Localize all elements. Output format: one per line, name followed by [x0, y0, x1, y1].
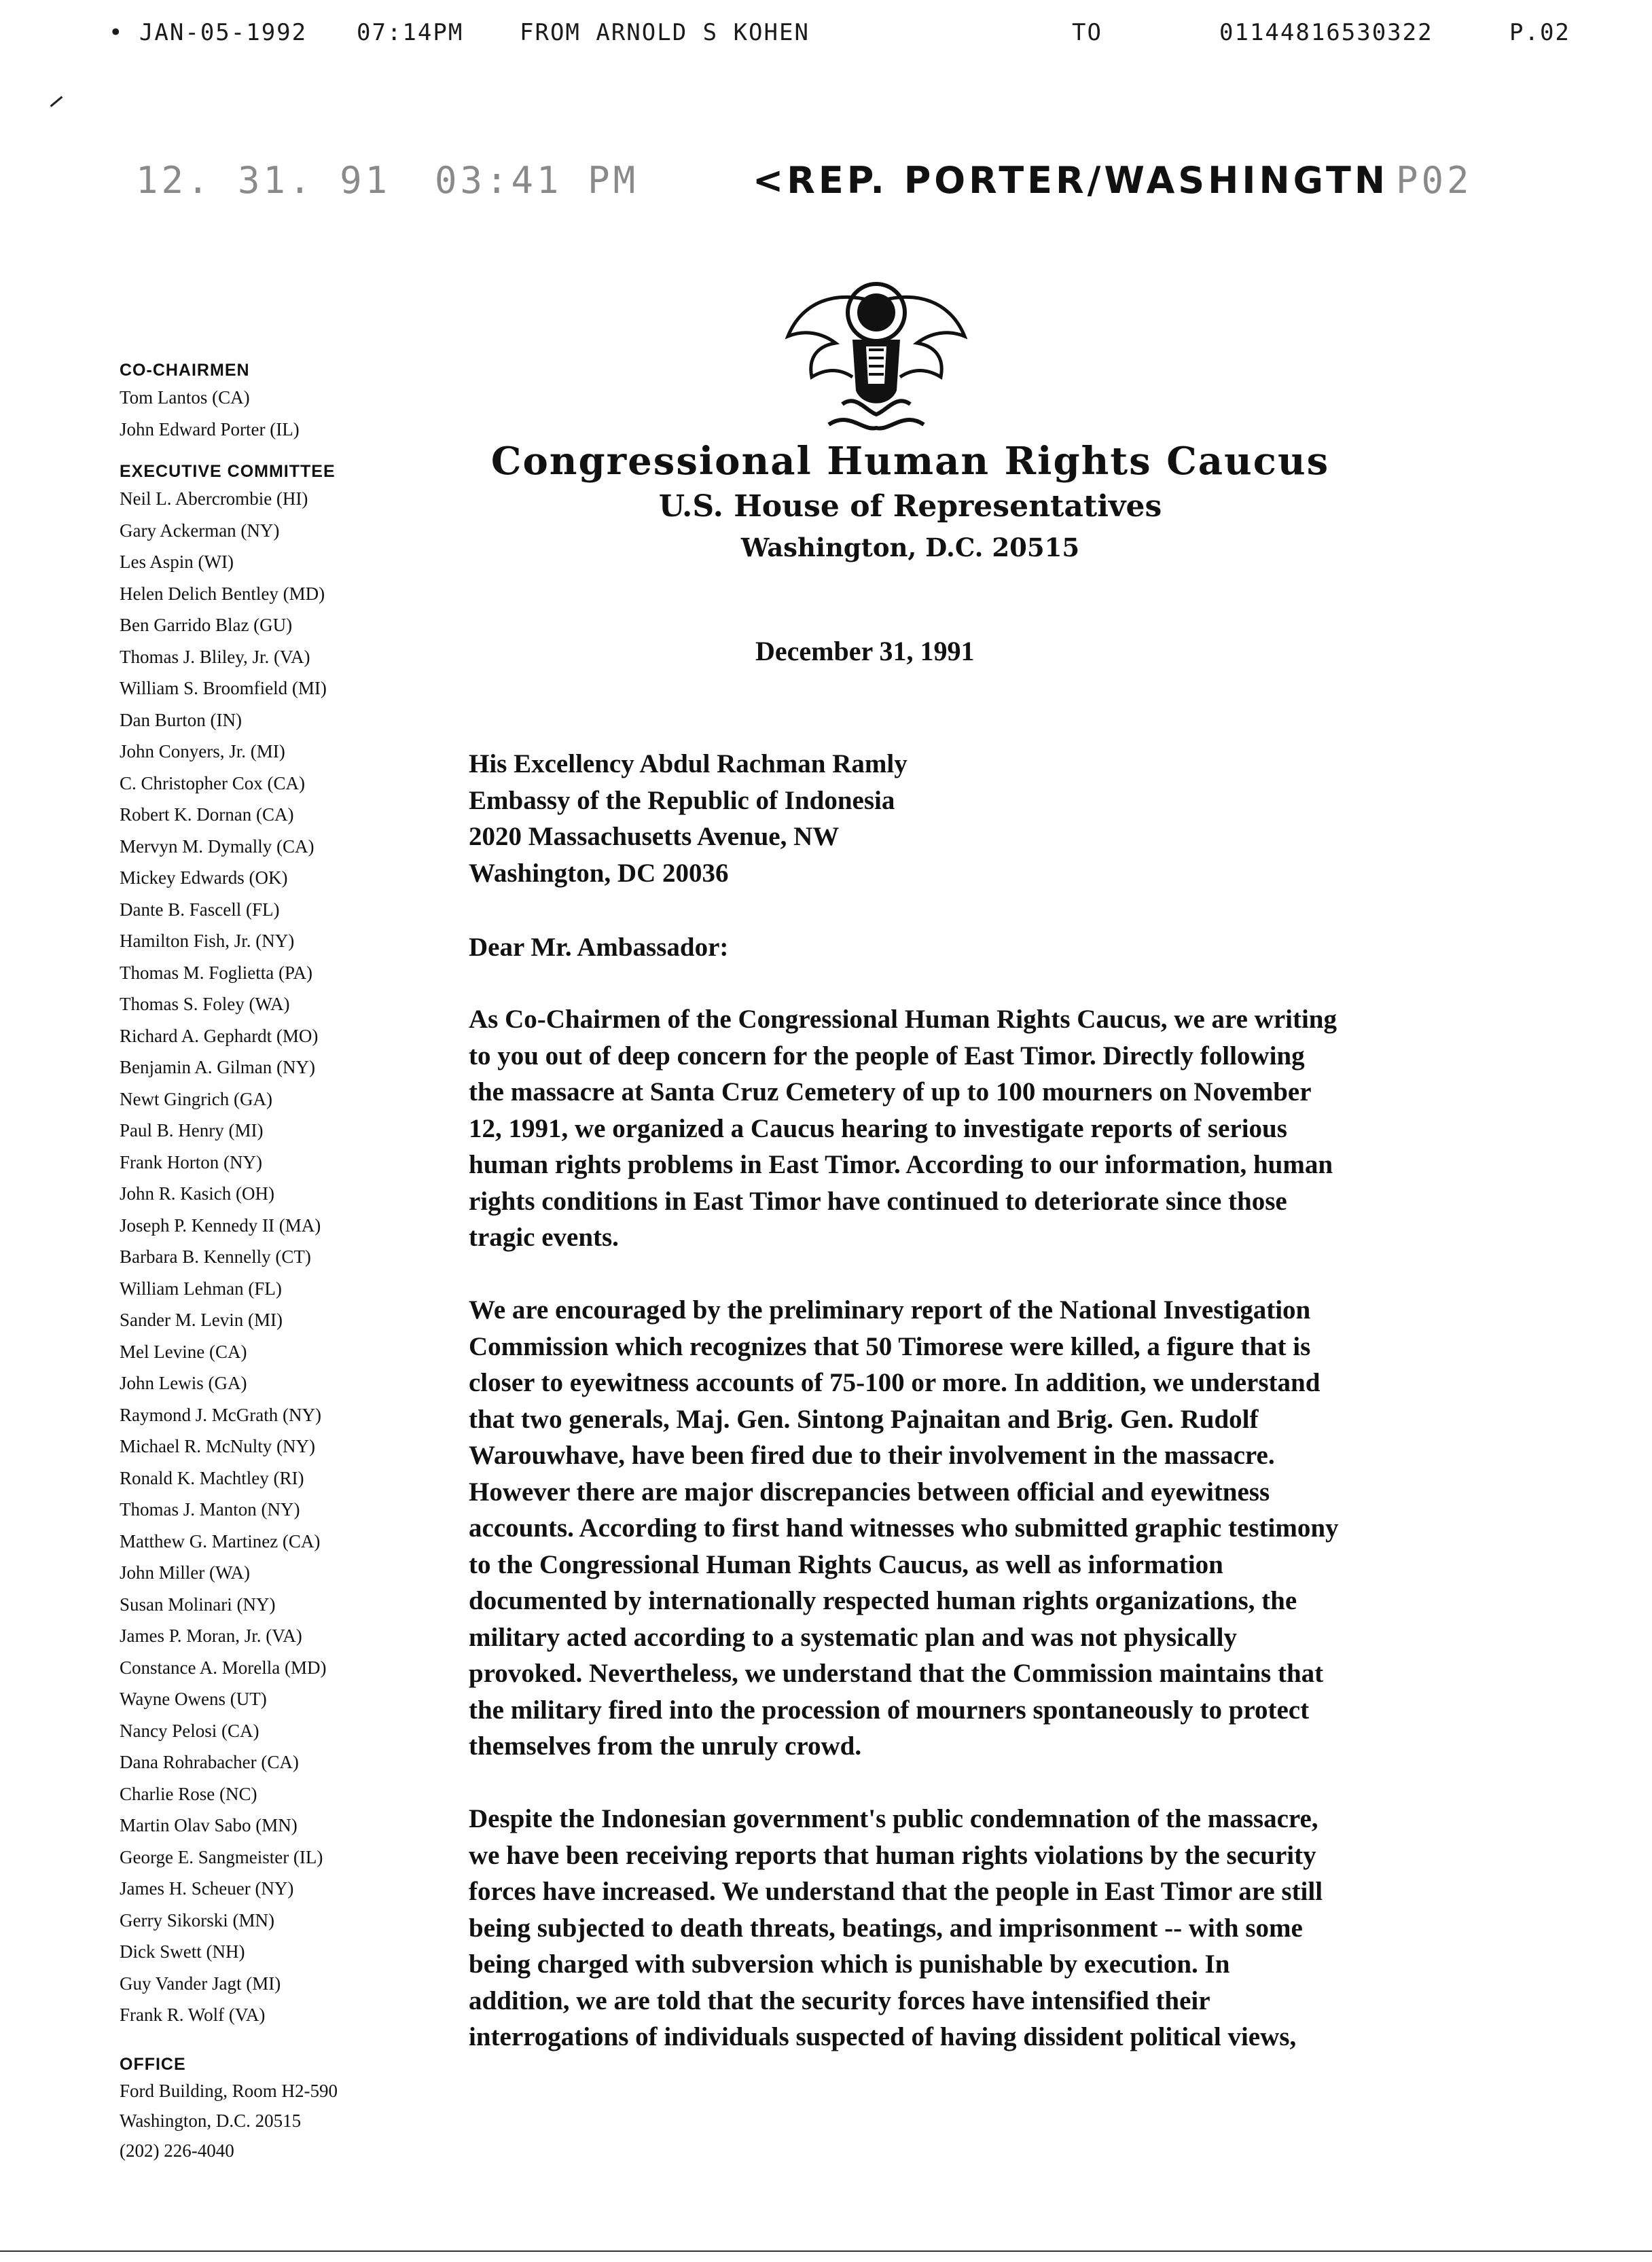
fax-page: P.02 — [1509, 19, 1570, 46]
committee-member-name: John Conyers, Jr. (MI) — [120, 741, 285, 761]
committee-member-name: Dana Rohrabacher (CA) — [120, 1752, 299, 1772]
text-line: accounts. According to first hand witnesses who submitted graphic testimony — [469, 1513, 1339, 1543]
committee-member-name: Matthew G. Martinez (CA) — [120, 1530, 321, 1551]
committee-member-name: Newt Gingrich (GA) — [120, 1088, 272, 1109]
text-line: We are encouraged by the preliminary report of the National Investigation — [469, 1295, 1311, 1325]
text-line: themselves from the unruly crowd. — [469, 1731, 862, 1761]
paragraph-2 — [469, 1292, 1460, 1765]
committee-member-name: Thomas J. Manton (NY) — [120, 1499, 300, 1520]
fax-number: 01144816530322 — [1219, 19, 1433, 46]
salutation: Dear Mr. Ambassador: — [469, 933, 729, 962]
committee-member-name: Susan Molinari (NY) — [120, 1594, 276, 1615]
paragraph-1 — [469, 1001, 1460, 1256]
text-line: interrogations of individuals suspected of having dissident political views, — [469, 2022, 1297, 2051]
committee-member-name: C. Christopher Cox (CA) — [120, 772, 305, 793]
committee-member-name: Raymond J. McGrath (NY) — [120, 1404, 321, 1425]
committee-member-name: Dan Burton (IN) — [120, 709, 242, 730]
text-line: that two generals, Maj. Gen. Sintong Pajnaitan and Brig. Gen. Rudolf — [469, 1404, 1259, 1434]
cochairman-name: John Edward Porter (IL) — [120, 418, 300, 439]
fax-from: FROM ARNOLD S KOHEN — [520, 19, 810, 46]
text-line: we have been receiving reports that human rights violations by the security — [469, 1840, 1316, 1870]
committee-member-name: Joseph P. Kennedy II (MA) — [120, 1215, 321, 1236]
committee-member-name: Michael R. McNulty (NY) — [120, 1436, 315, 1456]
text-line: being subjected to death threats, beatings, and imprisonment -- with some — [469, 1913, 1303, 1943]
executive-heading: EXECUTIVE COMMITTEE — [120, 462, 336, 481]
committee-member-name: Paul B. Henry (MI) — [120, 1120, 264, 1141]
committee-member-name: Mervyn M. Dymally (CA) — [120, 836, 315, 857]
text-line: being charged with subversion which is punishable by execution. In — [469, 1950, 1230, 1979]
cochairman-name: Tom Lantos (CA) — [120, 387, 250, 408]
pen-mark — [50, 96, 63, 107]
committee-member-name: Sander M. Levin (MI) — [120, 1310, 283, 1330]
address-line: Embassy of the Republic of Indonesia — [469, 785, 895, 815]
committee-member-name: John Miller (WA) — [120, 1562, 250, 1583]
fax2-sender: <REP. PORTER/WASHINGTN — [753, 159, 1389, 202]
office-address-line: Ford Building, Room H2-590 — [120, 2080, 338, 2101]
committee-member-name: William Lehman (FL) — [120, 1278, 282, 1299]
text-line: Commission which recognizes that 50 Timorese were killed, a figure that is — [469, 1331, 1311, 1361]
committee-member-name: Gary Ackerman (NY) — [120, 520, 280, 541]
committee-member-name: George E. Sangmeister (IL) — [120, 1846, 323, 1867]
committee-member-name: Les Aspin (WI) — [120, 552, 234, 572]
committee-member-name: Dante B. Fascell (FL) — [120, 899, 280, 920]
text-line: closer to eyewitness accounts of 75-100 or more. In addition, we understand — [469, 1368, 1321, 1397]
committee-member-name: Nancy Pelosi (CA) — [120, 1720, 259, 1741]
office-address-line: Washington, D.C. 20515 — [120, 2110, 302, 2131]
text-line: tragic events. — [469, 1223, 619, 1252]
text-line: forces have increased. We understand that the people in East Timor are still — [469, 1877, 1323, 1906]
committee-member-name: Charlie Rose (NC) — [120, 1783, 257, 1804]
text-line: addition, we are told that the security forces have intensified their — [469, 1986, 1210, 2015]
committee-member-name: Frank Horton (NY) — [120, 1151, 262, 1172]
text-line: the military fired into the procession of mourners spontaneously to protect — [469, 1695, 1310, 1725]
committee-member-name: Ronald K. Machtley (RI) — [120, 1467, 304, 1488]
bottom-rule — [0, 2250, 1652, 2252]
committee-member-name: Thomas J. Bliley, Jr. (VA) — [120, 646, 310, 667]
fax2-page: P02 — [1396, 159, 1473, 202]
fax2-time: 03:41 PM — [435, 159, 639, 202]
committee-member-name: Benjamin A. Gilman (NY) — [120, 1057, 315, 1077]
text-line: rights conditions in East Timor have continued to deteriorate since those — [469, 1186, 1287, 1216]
committee-member-name: John R. Kasich (OH) — [120, 1183, 274, 1204]
address-line: His Excellency Abdul Rachman Ramly — [469, 749, 908, 778]
committee-member-name: Martin Olav Sabo (MN) — [120, 1815, 298, 1835]
committee-member-name: Dick Swett (NH) — [120, 1941, 245, 1962]
office-address-line: (202) 226-4040 — [120, 2140, 234, 2161]
committee-member-name: Barbara B. Kennelly (CT) — [120, 1246, 311, 1267]
text-line: As Co-Chairmen of the Congressional Human Rights Caucus, we are writing — [469, 1005, 1337, 1034]
committee-member-name: James H. Scheuer (NY) — [120, 1878, 294, 1899]
committee-member-name: John Lewis (GA) — [120, 1373, 247, 1393]
committee-member-name: Wayne Owens (UT) — [120, 1689, 267, 1709]
text-line: Despite the Indonesian government's public condemnation of the massacre, — [469, 1804, 1318, 1833]
address-line: Washington, DC 20036 — [469, 858, 729, 888]
text-line: Warouwhave, have been fired due to their involvement in the massacre. — [469, 1441, 1275, 1470]
committee-member-name: Frank R. Wolf (VA) — [120, 2005, 266, 2025]
text-line: the massacre at Santa Cruz Cemetery of up to 100 mourners on November — [469, 1077, 1312, 1107]
member-sidebar — [120, 359, 439, 2166]
letter-date: December 31, 1991 — [755, 636, 975, 666]
committee-member-name: Hamilton Fish, Jr. (NY) — [120, 931, 295, 951]
fax-time: 07:14PM — [357, 19, 464, 46]
cochairmen-heading: CO-CHAIRMEN — [120, 361, 250, 380]
committee-member-name: Gerry Sikorski (MN) — [120, 1909, 274, 1931]
committee-member-name: Thomas M. Foglietta (PA) — [120, 962, 313, 983]
committee-member-name: Neil L. Abercrombie (HI) — [120, 488, 308, 509]
paragraph-3 — [469, 1801, 1460, 2055]
text-line: provoked. Nevertheless, we understand that the Commission maintains that — [469, 1659, 1324, 1688]
committee-member-name: Mickey Edwards (OK) — [120, 867, 288, 888]
letterhead-house: U.S. House of Representatives — [658, 489, 1162, 524]
text-line: military acted according to a systematic plan and was not physically — [469, 1622, 1237, 1652]
letterhead-city: Washington, D.C. 20515 — [740, 533, 1080, 562]
address-line: 2020 Massachusetts Avenue, NW — [469, 822, 840, 851]
letterhead-name: Congressional Human Rights Caucus — [490, 439, 1330, 484]
committee-member-name: Thomas S. Foley (WA) — [120, 994, 290, 1014]
recipient-address — [469, 746, 1460, 891]
fax-to-label: TO — [1072, 19, 1102, 46]
fax2-date: 12. 31. 91 — [136, 159, 391, 202]
committee-member-name: Helen Delich Bentley (MD) — [120, 583, 325, 604]
committee-member-name: Mel Levine (CA) — [120, 1341, 247, 1362]
text-line: However there are major discrepancies between official and eyewitness — [469, 1477, 1270, 1507]
committee-member-name: William S. Broomfield (MI) — [120, 678, 327, 698]
text-line: 12, 1991, we organized a Caucus hearing to investigate reports of serious — [469, 1113, 1287, 1143]
committee-member-name: Richard A. Gephardt (MO) — [120, 1025, 319, 1046]
committee-member-name: Robert K. Dornan (CA) — [120, 804, 294, 825]
committee-member-name: Ben Garrido Blaz (GU) — [120, 615, 293, 635]
fax-date: • JAN-05-1992 — [109, 19, 308, 46]
committee-member-name: Constance A. Morella (MD) — [120, 1657, 327, 1678]
text-line: to you out of deep concern for the people of East Timor. Directly following — [469, 1041, 1305, 1071]
eagle-seal-icon — [774, 275, 978, 438]
office-heading: OFFICE — [120, 2054, 186, 2074]
committee-member-name: Guy Vander Jagt (MI) — [120, 1973, 281, 1994]
text-line: human rights problems in East Timor. According to our information, human — [469, 1150, 1333, 1179]
committee-member-name: James P. Moran, Jr. (VA) — [120, 1626, 302, 1646]
text-line: to the Congressional Human Rights Caucus, as well as information — [469, 1549, 1223, 1579]
text-line: documented by internationally respected human rights organizations, the — [469, 1586, 1297, 1615]
